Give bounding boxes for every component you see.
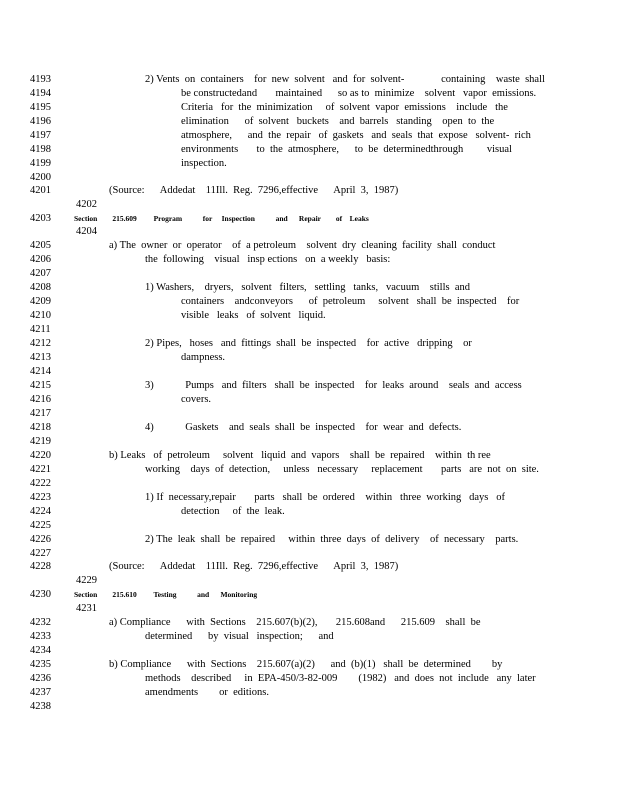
- line-number: 4228: [30, 561, 51, 572]
- line-number: 4206: [30, 254, 51, 265]
- line-text: containers andconveyors of petroleum solvent shall be inspected for: [181, 296, 520, 307]
- line-number: 4230: [30, 589, 51, 600]
- line-number: 4204: [76, 226, 97, 237]
- line-text: methods described in EPA-450/3-82-009 (1982) and does not include any later: [145, 673, 536, 684]
- line-text: 3) Pumps and filters shall be inspected for leaks around seals and access: [145, 380, 522, 391]
- source-note: (Source: Addedat 11Ill. Reg. 7296,effective April 3, 1987): [109, 561, 399, 572]
- line-number: 4215: [30, 380, 51, 391]
- line-text: be constructedand maintained so as to minimize solvent vapor emissions.: [181, 88, 537, 99]
- line-number: 4216: [30, 394, 51, 405]
- line-number: 4217: [30, 408, 51, 419]
- line-number: 4220: [30, 450, 51, 461]
- line-number: 4210: [30, 310, 51, 321]
- line-number: 4195: [30, 102, 51, 113]
- line-text: the following visual insp ections on a weekly basis:: [145, 254, 391, 265]
- section-heading: Section 215.609 Program for Inspection and Repair of Leaks: [74, 214, 369, 223]
- line-number: 4225: [30, 520, 51, 531]
- line-text: elimination of solvent buckets and barrels standing open to the: [181, 116, 495, 127]
- line-number: 4199: [30, 158, 51, 169]
- line-number: 4214: [30, 366, 51, 377]
- line-text: covers.: [181, 394, 212, 405]
- line-text: amendments or editions.: [145, 687, 269, 698]
- line-text: Criteria for the minimization of solvent vapor emissions include the: [181, 102, 508, 113]
- line-number: 4197: [30, 130, 51, 141]
- line-number: 4194: [30, 88, 51, 99]
- source-note: (Source: Addedat 11Ill. Reg. 7296,effective April 3, 1987): [109, 185, 399, 196]
- line-text: determined by visual inspection; and: [145, 631, 334, 642]
- line-number: 4212: [30, 338, 51, 349]
- line-number: 4223: [30, 492, 51, 503]
- line-text: b) Leaks of petroleum solvent liquid and vapors shall be repaired within th ree: [109, 450, 491, 461]
- line-text: 1) If necessary,repair parts shall be ordered within three working days of: [145, 492, 505, 503]
- line-number: 4235: [30, 659, 51, 670]
- line-text: 1) Washers, dryers, solvent filters, settling tanks, vacuum stills and: [145, 282, 470, 293]
- line-number: 4211: [30, 324, 51, 335]
- line-number: 4205: [30, 240, 51, 251]
- line-text: inspection.: [181, 158, 227, 169]
- line-number: 4237: [30, 687, 51, 698]
- line-number: 4233: [30, 631, 51, 642]
- line-number: 4208: [30, 282, 51, 293]
- line-text: a) The owner or operator of a petroleum solvent dry cleaning facility shall conduct: [109, 240, 496, 251]
- line-text: detection of the leak.: [181, 506, 285, 517]
- line-number: 4198: [30, 144, 51, 155]
- line-text: atmosphere, and the repair of gaskets and seals that expose solvent- rich: [181, 130, 531, 141]
- line-number: 4200: [30, 172, 51, 183]
- line-number: 4196: [30, 116, 51, 127]
- line-number: 4222: [30, 478, 51, 489]
- line-number: 4207: [30, 268, 51, 279]
- line-number: 4238: [30, 701, 51, 712]
- line-number: 4221: [30, 464, 51, 475]
- section-heading: Section 215.610 Testing and Monitoring: [74, 590, 258, 599]
- line-number: 4229: [76, 575, 97, 586]
- line-number: 4224: [30, 506, 51, 517]
- line-number: 4209: [30, 296, 51, 307]
- line-text: environments to the atmosphere, to be determinedthrough visual: [181, 144, 512, 155]
- line-number: 4193: [30, 74, 51, 85]
- line-number: 4227: [30, 548, 51, 559]
- line-text: 2) Vents on containers for new solvent and for solvent- containing waste shall: [145, 74, 545, 85]
- line-number: 4203: [30, 213, 51, 224]
- line-text: 2) Pipes, hoses and fittings shall be inspected for active dripping or: [145, 338, 472, 349]
- line-number: 4213: [30, 352, 51, 363]
- line-number: 4201: [30, 185, 51, 196]
- line-number: 4232: [30, 617, 51, 628]
- line-number: 4218: [30, 422, 51, 433]
- line-number: 4231: [76, 603, 97, 614]
- line-number: 4234: [30, 645, 51, 656]
- line-text: working days of detection, unless necessary replacement parts are not on site.: [145, 464, 539, 475]
- line-number: 4219: [30, 436, 51, 447]
- line-number: 4236: [30, 673, 51, 684]
- line-number: 4226: [30, 534, 51, 545]
- line-text: a) Compliance with Sections 215.607(b)(2), 215.608and 215.609 shall be: [109, 617, 481, 628]
- line-text: dampness.: [181, 352, 226, 363]
- line-text: 4) Gaskets and seals shall be inspected for wear and defects.: [145, 422, 462, 433]
- line-number: 4202: [76, 199, 97, 210]
- line-text: 2) The leak shall be repaired within three days of delivery of necessary parts.: [145, 534, 519, 545]
- line-text: visible leaks of solvent liquid.: [181, 310, 326, 321]
- line-text: b) Compliance with Sections 215.607(a)(2) and (b)(1) shall be determined by: [109, 659, 503, 670]
